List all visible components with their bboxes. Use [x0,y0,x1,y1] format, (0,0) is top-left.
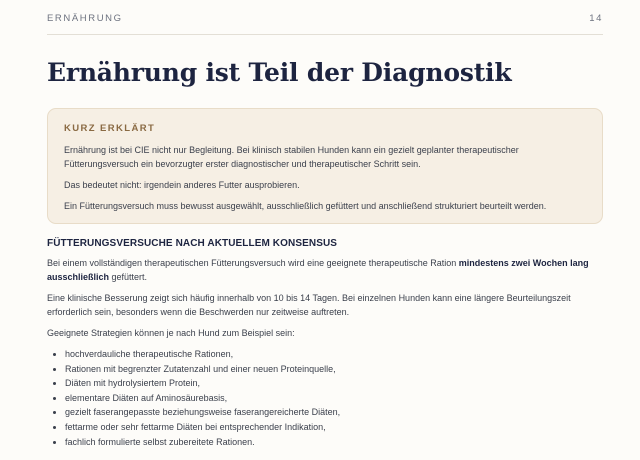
page-title: Ernährung ist Teil der Diagnostik [47,58,512,87]
callout-title: KURZ ERKLÄRT [64,123,156,134]
list-item: • elementare Diäten auf Aminosäurebasis, [65,391,603,406]
list-item: • Rationen mit begrenzter Zutatenzahl und einer neuen Proteinquelle, [65,362,603,377]
list-item: • fachlich formulierte selbst zubereitete Rationen. [65,435,603,450]
page-number: 14 [589,12,603,24]
callout-paragraph: Das bedeutet nicht: irgendein anderes Futter ausprobieren. [64,180,300,190]
strategy-list [47,347,603,449]
list-item: • fettarme oder sehr fettarme Diäten bei entsprechender Indikation, [65,420,603,435]
list-item: • Diäten mit hydrolysiertem Protein, [65,376,603,391]
document-page [47,0,603,449]
list-item: • gezielt faserangepasste beziehungsweise faserangereicherte Diäten, [65,405,603,420]
header-divider [47,34,603,35]
list-item: • hochverdauliche therapeutische Rationen, [65,347,603,362]
body-paragraph: Eine klinische Besserung zeigt sich häufig innerhalb von 10 bis 14 Tagen. Bei einzelnen Hunden kann eine längere Beurteilungszeit erforderlich sein, besonders wenn die Beschwerden nur zeitweise auftreten. [47,293,571,317]
summary-callout [47,108,603,224]
body-paragraph: Geeignete Strategien können je nach Hund zum Beispiel sein: [47,328,295,338]
section-label: ERNÄHRUNG [47,12,123,24]
body-paragraph [47,256,603,284]
section-body [47,238,603,449]
section-heading: FÜTTERUNGSVERSUCHE NACH AKTUELLEM KONSENSUS [47,238,338,249]
running-header [47,11,603,25]
text-run: gefüttert. [109,272,148,282]
text-run: Bei einem vollständigen therapeutischen Fütterungsversuch wird eine geeignete therapeutische Ration [47,258,459,268]
callout-paragraph: Ein Fütterungsversuch muss bewusst ausgewählt, ausschließlich gefüttert und anschließend strukturiert beurteilt werden. [64,201,547,211]
callout-paragraph: Ernährung ist bei CIE nicht nur Begleitung. Bei klinisch stabilen Hunden kann ein gezielt geplanter therapeutischer Fütterungsversuch ein bevorzugter erster diagnostischer und therapeutischer Schritt sein. [64,145,519,169]
emphasis-text: mindestens zwei Wochen lang ausschließlich [47,258,589,282]
